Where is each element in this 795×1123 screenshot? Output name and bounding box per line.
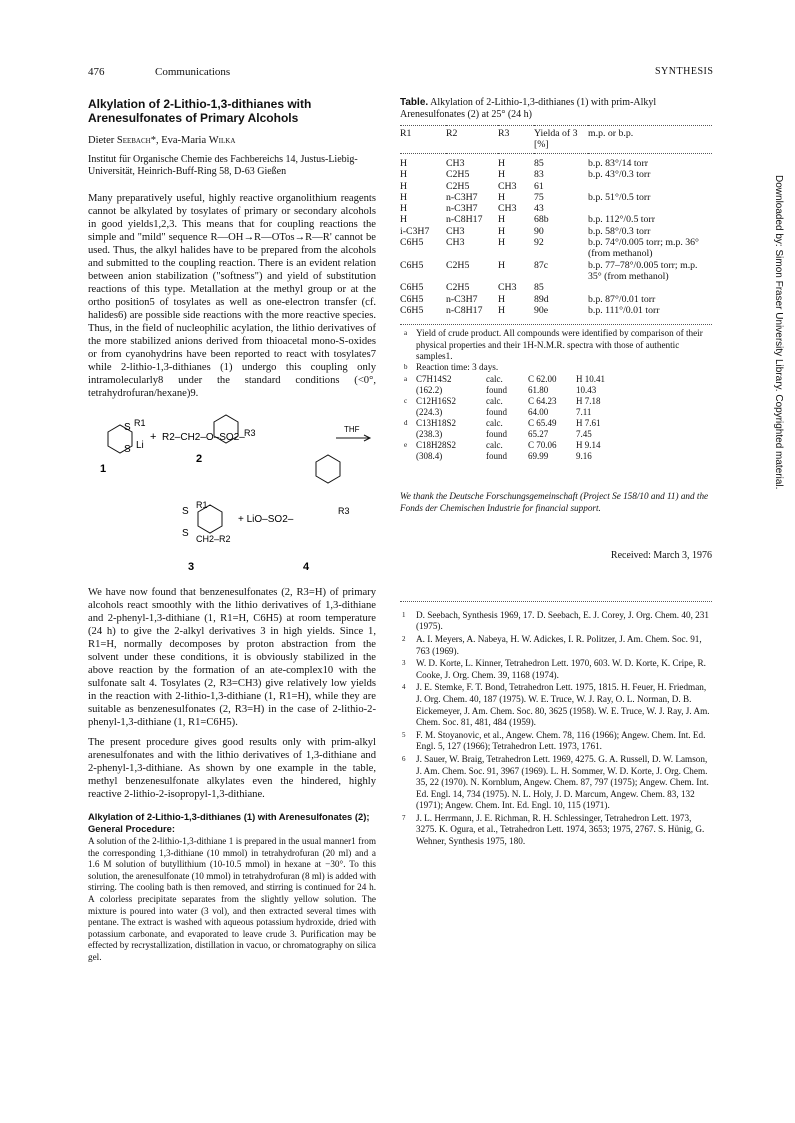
- analysis-row: a C7H14S2 calc. C 62.00 H 10.41: [404, 373, 605, 384]
- scheme-s4: S: [182, 528, 189, 539]
- table-cell: b.p. 83°/14 torr: [588, 158, 648, 169]
- table-row: [400, 192, 712, 203]
- journal-name: SYNTHESIS: [655, 66, 714, 77]
- table-cell: 85: [534, 158, 544, 169]
- right-column: [400, 97, 712, 849]
- reference-item: 5 F. M. Stoyanovic, et al., Angew. Chem. 78, 116 (1966); Angew. Chem. Int. Ed. Engl. 5, 127 (1966); Tetrahedron Lett. 1973, 1761.: [402, 729, 706, 752]
- table-row: [400, 282, 712, 293]
- table-row: [400, 305, 712, 316]
- scheme-s1: S: [124, 422, 131, 433]
- page-number: 476: [88, 66, 105, 78]
- table-row: [400, 294, 712, 305]
- th-r2: R2: [446, 128, 458, 139]
- table-cell: 68b: [534, 214, 549, 226]
- table-cell: b.p. 74°/0.005 torr; m.p. 36° (from methanol): [588, 237, 699, 260]
- table-cell: 75: [534, 191, 544, 203]
- table-row: [400, 203, 712, 214]
- article-title: Alkylation of 2-Lithio-1,3-dithianes with Arenesulfonates of Primary Alcohols: [88, 97, 312, 125]
- scheme-r1: R1: [134, 418, 146, 428]
- table-cell: 87c: [534, 259, 549, 271]
- table-cell: H: [400, 203, 408, 215]
- table-cell: CH3: [446, 225, 465, 237]
- table-cell: H: [400, 180, 408, 192]
- download-notice: Downloaded by: Simon Fraser University Library. Copyrighted material.: [773, 175, 784, 490]
- table-cell: H: [498, 237, 506, 249]
- table-cell: n-C3H7: [446, 293, 478, 305]
- th-r1: R1: [400, 128, 412, 139]
- table-cell: C6H5: [400, 293, 424, 305]
- scheme-reagent: R2–CH2–O–SO2–: [162, 432, 245, 443]
- table-row: [400, 226, 712, 237]
- table-cell: H: [400, 169, 408, 181]
- scheme-s2: S: [124, 444, 131, 455]
- reference-item: 2 A. I. Meyers, A. Nabeya, H. W. Adickes, I. R. Politzer, J. Am. Chem. Soc. 91, 763 (1969).: [402, 633, 702, 656]
- scheme-r3: R3: [244, 428, 256, 438]
- table-cell: H: [498, 158, 506, 169]
- table-cell: b.p. 77–78°/0.005 torr; m.p. 35° (from methanol): [588, 259, 698, 282]
- references: [400, 601, 712, 848]
- analysis-row: d C13H18S2 calc. C 65.49 H 7.61: [404, 417, 601, 428]
- table-cell: n-C3H7: [446, 203, 478, 215]
- table-cell: 90: [534, 225, 544, 237]
- table-cell: C6H5: [400, 237, 424, 249]
- section-name: Communications: [155, 66, 231, 78]
- table-cell: H: [400, 158, 408, 169]
- table-cell: CH3: [498, 282, 517, 294]
- table-cell: 89d: [534, 293, 549, 305]
- table-cell: 85: [534, 282, 544, 294]
- table-cell: H: [498, 191, 506, 203]
- paragraph-2: We have now found that benzenesulfonates (2, R3=H) of primary alcohols react smoothly with the lithio derivatives of 1,3-dithiane and 2-phenyl-1,3-dithiane (1, R1=H, C6H5) at room temperature (24 h) to give the 2-alkyl derivatives 3 in high yields. Since 1, R1=H, normally decomposes by proton abstraction from the solvent under these conditions, it is obviously stabilized in the above reaction by the formation of an ate-complex10 with the sulfonate salt 4. Tosylates (2, R3=CH3) give relatively low yields in the reaction with 2-lithio-1,3-dithiane (1, R1=H), while they are suitable as benzenesulfonates (2, R3=H) in the case of 2-lithio-2-phenyl-1,3-dithiane (1, R1=C6H5).: [88, 587, 376, 728]
- reaction-scheme: [88, 410, 376, 580]
- table-row: [400, 260, 712, 283]
- table-cell: [588, 203, 712, 214]
- table-cell: H: [498, 225, 506, 237]
- procedure-text: A solution of the 2-lithio-1,3-dithiane 1 is prepared in the usual manner1 from the corresponding 1,3-dithiane (10 mmol) in tetrahydrofuran (20 ml) and a 1.6 M solution of butyllithium (10-10.5 mmol) in hexane at −30°. To this solution, the arenesulfonate (10 mmol) in tetrahydrofuran (8 ml) is added with stirring. The cooling bath is then removed, and stirring is continued for 24 h. A colorless precipitate separates from the slightly yellow solution. The mixture is poured into water (3 vol), and then extracted several times with pentane. The extract is washed with aqueous potassium hydroxide, dried with potassium carbonate, and evaporated to leave crude 3. Purification may be effected by recrystallization, distillation in vacuo, or chromatography on silica gel.: [88, 836, 376, 962]
- scheme-ch2r2: CH2–R2: [196, 534, 231, 544]
- reference-item: 3 W. D. Korte, L. Kinner, Tetrahedron Lett. 1970, 603. W. D. Korte, K. Cripe, R. Cooke, J. Org. Chem. 39, 1168 (1974).: [402, 658, 706, 680]
- scheme-lio: + LiO–SO2–: [238, 514, 294, 525]
- table-cell: C6H5: [400, 304, 424, 316]
- table-cell: H: [498, 259, 506, 271]
- table-footnotes: a Yield of crude product. All compounds were identified by comparison of their physical properties and their 1H-N.M.R. spectra with those of authentic samples1. b Reaction time: 3 days. a C7H14S2 calc. C 62.00 H 10.41 (162.2) found 61.80 10.43 c C12H16S2 calc. C 64.23 H 7.18 (224.3) found 64.00 7.11 d C13H18S2 calc. C 65.49 H 7.61 (238.3) found 65.27 7.45 e C18H28S2 calc. C 70.06 H 9.14 (308.4) found 69.99 9.16: [400, 324, 712, 462]
- table-cell: H: [498, 214, 506, 226]
- table-cell: H: [498, 293, 506, 305]
- table-cell: 43: [534, 203, 544, 215]
- table-row: [400, 214, 712, 225]
- table-cell: b.p. 43°/0.3 torr: [588, 169, 651, 181]
- table-cell: 92: [534, 237, 544, 249]
- reference-item: 1 D. Seebach, Synthesis 1969, 17. D. Seebach, E. J. Corey, J. Org. Chem. 40, 231 (1975).: [402, 609, 709, 632]
- paragraph-3: The present procedure gives good results only with prim-alkyl arenesulfonates and with the lithio derivatives of 1,3-dithiane and 2-phenyl-1,3-dithiane. As shown by one example in the table, methyl benzenesulfonate alkylates even the hindered, highly reactive 2-lithio-2-isopropyl-1,3-dithiane.: [88, 737, 376, 800]
- table-cell: n-C3H7: [446, 191, 478, 203]
- th-r3: R3: [498, 128, 510, 139]
- table-cell: 90e: [534, 304, 549, 316]
- analysis-row: (238.3) found 65.27 7.45: [416, 428, 592, 439]
- table-cell: b.p. 51°/0.5 torr: [588, 191, 651, 203]
- scheme-n1: 1: [100, 463, 107, 475]
- analysis-row: (162.2) found 61.80 10.43: [416, 384, 597, 395]
- scheme-r1b: R1: [196, 500, 208, 510]
- analysis-row: c C12H16S2 calc. C 64.23 H 7.18: [404, 395, 601, 406]
- table-cell: i-C3H7: [400, 225, 430, 237]
- procedure-title: Alkylation of 2-Lithio-1,3-dithianes (1) with Arenesulfonates (2); General Procedure:: [88, 811, 370, 834]
- scheme-n4: 4: [303, 561, 310, 573]
- th-yield: Yielda of 3 [%]: [534, 128, 578, 150]
- table-cell: C2H5: [446, 180, 470, 192]
- table-cell: n-C8H17: [446, 214, 483, 226]
- table-cell: [588, 181, 712, 192]
- acknowledgement: We thank the Deutsche Forschungsgemeinschaft (Project Se 158/10 and 11) and the Fonds der Chemischen Industrie for financial support.: [400, 490, 709, 513]
- results-table: [400, 125, 712, 316]
- paragraph-1: Many preparatively useful, highly reactive organolithium reagents cannot be alkylated by tosylates of primary or secondary alcohols in good yields1,2,3. This means that for coupling reactions the simple and "mild" sequence R—OH→R—OTos→R—R' cannot be used. Thus, the alkyl halides have to be prepared from the alcohols and submitted to the coupling reaction. There is an evident relation between anion stabilization ("softness") and yield of substitution reactions of this type. Metallation at the methyl group or at the ortho position5 of tosylates as well as one-electron transfer (cf. halides6) are possible side reactions with the more reactive species. Thus, in the field of nucleophilic acylation, the lithio derivatives of the more stabilized anions derived from thioacetal mono-S-oxides or from cyanohydrins have been reported to react with tosylates7 while 2-lithio-1,3-dithianes (1) undergo this coupling only intramolecularly8 under the standard conditions (<0°, tetrahydrofuran/hexane)9.: [88, 193, 376, 399]
- table-cell: b.p. 111°/0.01 torr: [588, 304, 660, 316]
- scheme-s3: S: [182, 506, 189, 517]
- table-cell: 83: [534, 169, 544, 181]
- table-cell: C2H5: [446, 282, 470, 294]
- table-row: [400, 154, 712, 170]
- table-cell: CH3: [498, 203, 517, 215]
- table-row: [400, 181, 712, 192]
- th-mp: m.p. or b.p.: [588, 128, 634, 139]
- table-cell: C6H5: [400, 282, 424, 294]
- table-cell: CH3: [498, 180, 517, 192]
- table-cell: b.p. 58°/0.3 torr: [588, 225, 651, 237]
- analysis-row: (224.3) found 64.00 7.11: [416, 406, 592, 417]
- analysis-row: e C18H28S2 calc. C 70.06 H 9.14: [404, 439, 601, 450]
- left-column: [88, 97, 376, 964]
- reference-item: 6 J. Sauer, W. Braig, Tetrahedron Lett. 1969, 4275. G. A. Russell, D. W. Lamson, J. Am. Chem. Soc. 91, 3967 (1969). L. H. Sommer, W. D. Korte, J. Org. Chem. 35, 22 (1970). N. Kornblum, Angew. Chem. 87, 797 (1975); Angew. Chem. Int. Ed. Engl. 14, 734 (1975). N. L. Holy, J. D. Marcum, Angew. Chem. 83, 132 (1971); Angew. Chem. Int. Ed. Engl. 10, 115 (1971).: [402, 753, 709, 811]
- table-row: [400, 169, 712, 180]
- table-cell: C6H5: [400, 259, 424, 271]
- table-cell: CH3: [446, 237, 465, 249]
- table-cell: H: [498, 304, 506, 316]
- table-cell: C2H5: [446, 169, 470, 181]
- table-cell: H: [400, 214, 408, 226]
- scheme-thf: THF: [344, 425, 360, 434]
- table-row: [400, 237, 712, 260]
- institution: Institut für Organische Chemie des Fachbereichs 14, Justus-Liebig-Universität, Heinrich-Buff-Ring 58, D-63 Gießen: [88, 154, 358, 177]
- table-caption: Table. Alkylation of 2-Lithio-1,3-dithianes (1) with prim-Alkyl Arenesulfonates (2) at 25° (24 h): [400, 97, 657, 120]
- scheme-li: Li: [136, 440, 144, 451]
- scheme-n3: 3: [188, 561, 195, 573]
- scheme-r3b: R3: [338, 506, 350, 516]
- table-cell: b.p. 112°/0.5 torr: [588, 214, 655, 226]
- scheme-plus: +: [150, 431, 157, 443]
- table-cell: [588, 282, 712, 293]
- reference-item: 4 J. E. Stemke, F. T. Bond, Tetrahedron Lett. 1975, 1815. H. Feuer, H. Friedman, J. Org. Chem. 40, 187 (1975). W. E. Truce, W. J. Ray, O. L. Norman, D. B. Eickemeyer, J. Am. Chem. Soc. 80, 3625 (1958). W. E. Truce, W. J. Ray, J. Am. Chem. Soc. 81, 481, 484 (1959).: [402, 682, 710, 728]
- analysis-row: (308.4) found 69.99 9.16: [416, 450, 592, 461]
- table-cell: H: [498, 169, 506, 181]
- authors: Dieter Seebach*, Eva-Maria Wilka: [88, 135, 236, 146]
- table-cell: 61: [534, 180, 544, 192]
- table-cell: n-C8H17: [446, 304, 483, 316]
- scheme-n2: 2: [196, 453, 203, 465]
- table-cell: b.p. 87°/0.01 torr: [588, 293, 656, 305]
- reference-item: 7 J. L. Herrmann, J. E. Richman, R. H. Schlessinger, Tetrahedron Lett. 1973, 3275. K. Ogura, et al., Tetrahedron Lett. 1974, 3653; 1975, 2767. S. Hünig, G. Wehner, Synthesis 1975, 180.: [402, 812, 705, 847]
- table-cell: C2H5: [446, 259, 470, 271]
- received-date: Received: March 3, 1976: [610, 549, 712, 561]
- table-cell: H: [400, 191, 408, 203]
- table-cell: CH3: [446, 158, 465, 169]
